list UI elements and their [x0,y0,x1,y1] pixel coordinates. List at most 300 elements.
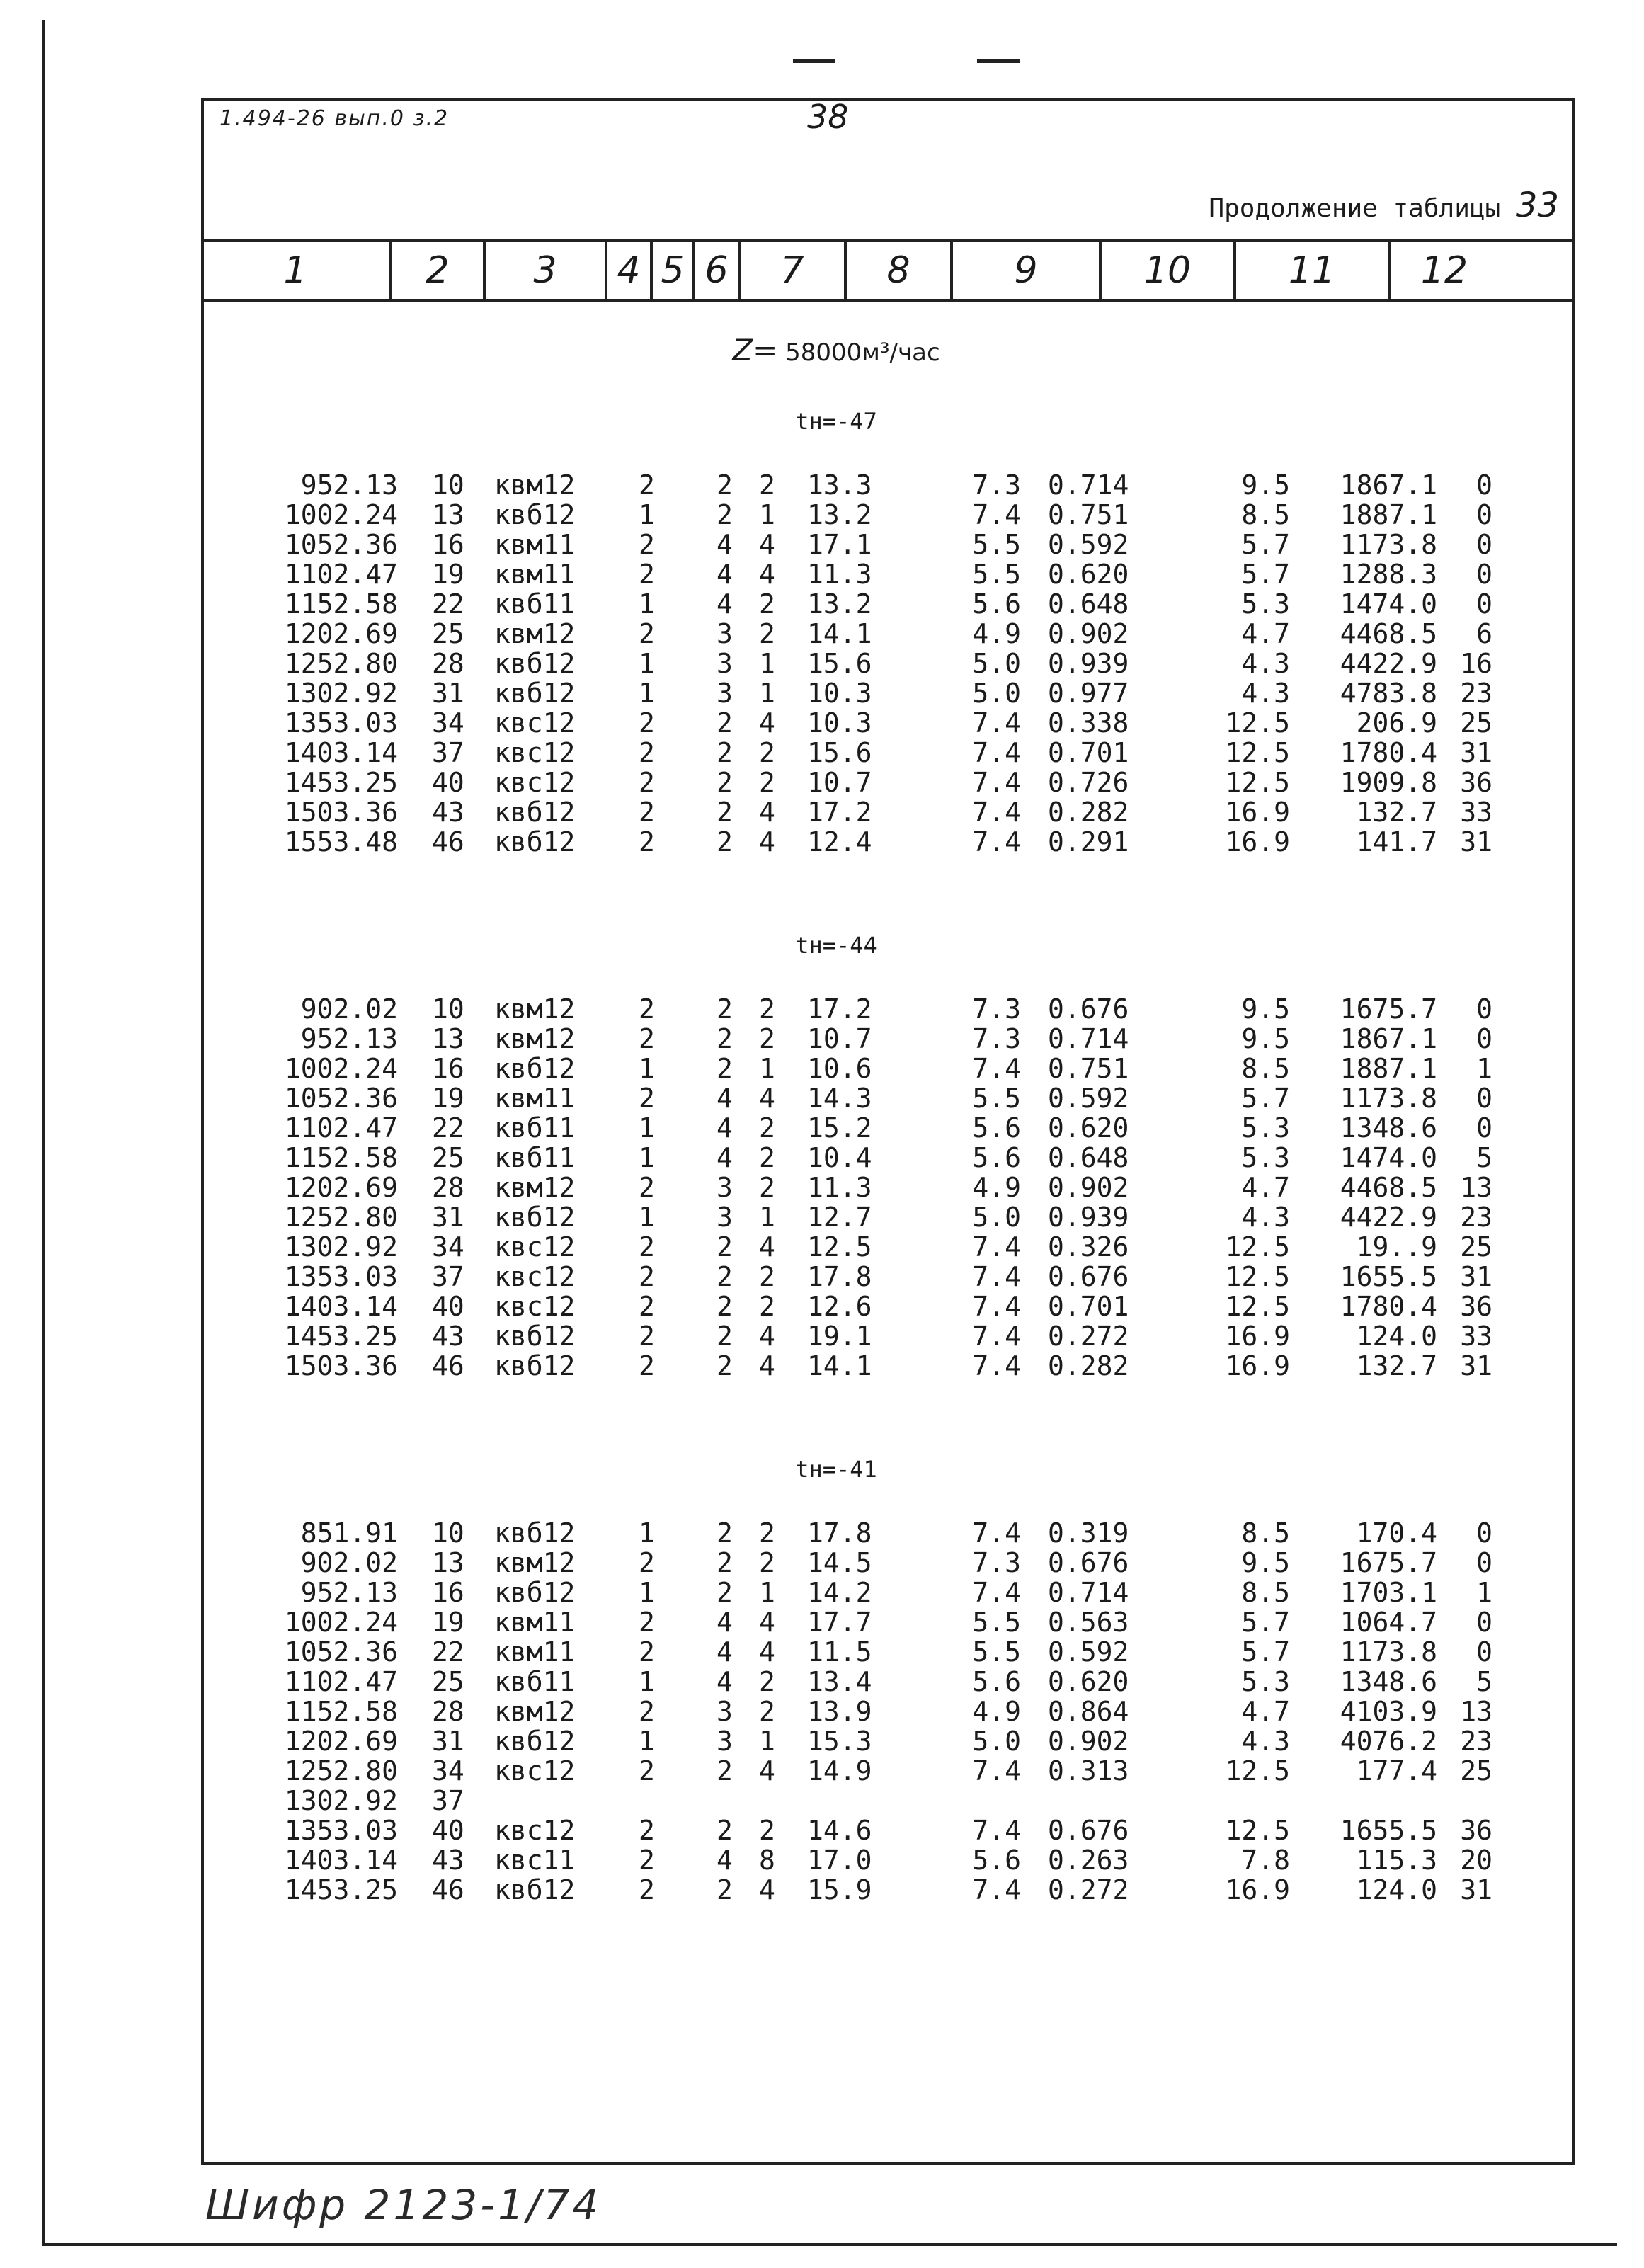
table-cell: квс12 [494,1755,576,1787]
table-row [0,1816,1644,1845]
table-cell: 2 [759,767,775,798]
table-cell: 1348.6 [1340,1666,1437,1697]
table-cell: квб12 [494,1202,576,1233]
table-cell: 4 [759,797,775,828]
table-cell: квб12 [494,826,576,857]
table-cell: 1052.36 [284,1636,398,1668]
table-cell: 5.7 [1241,1083,1290,1114]
table-cell: 952.13 [300,1577,398,1608]
continuation-label: Продолжение таблицы [1209,194,1501,223]
table-cell: 5.0 [972,1726,1021,1757]
table-cell: 10.3 [807,707,872,739]
table-cell: 13.4 [807,1666,872,1697]
table-cell: 1 [1476,1577,1492,1608]
table-cell: 4.3 [1241,1726,1290,1757]
table-cell: 0.313 [1048,1755,1129,1787]
table-cell: 1703.1 [1340,1577,1437,1608]
table-row [0,1637,1644,1667]
table-cell: 15.6 [807,737,872,768]
table-cell: 1102.47 [284,1112,398,1144]
table-cell: 12.5 [1225,1815,1290,1846]
table-cell: 0.282 [1048,797,1129,828]
table-cell: 1 [639,1202,655,1233]
table-cell: 2 [717,1291,733,1322]
table-cell: 25 [432,618,464,649]
table-cell: 25 [432,1666,464,1697]
table-cell: 0.902 [1048,1726,1129,1757]
table-cell: 1002.24 [284,1607,398,1638]
table-cell: 7.4 [972,1261,1021,1292]
table-cell: 2 [639,993,655,1025]
table-caption [1209,186,1559,225]
table-cell: 2 [639,1261,655,1292]
table-cell: 2 [639,767,655,798]
table-cell: 19 [432,1607,464,1638]
table-cell: 13.2 [807,499,872,530]
table-cell: 12.5 [1225,707,1290,739]
table-cell: 0.592 [1048,1083,1129,1114]
table-cell: 5.6 [972,1142,1021,1173]
table-cell: 2 [717,1517,733,1549]
table-row [0,678,1644,708]
table-cell: 2 [759,1112,775,1144]
table-cell: 12.5 [1225,1231,1290,1263]
table-cell: 8.5 [1241,1577,1290,1608]
table-cell: 2 [639,1291,655,1322]
table-cell: 1453.25 [284,1874,398,1905]
table-cell: 36 [1460,767,1492,798]
table-cell: 1302.92 [284,678,398,709]
table-cell: 1 [759,678,775,709]
table-cell: 0.620 [1048,559,1129,590]
table-cell: 5.6 [972,1845,1021,1876]
table-cell: квб11 [494,1142,576,1173]
table-cell: 0.676 [1048,1547,1129,1578]
table-cell: 1867.1 [1340,469,1437,501]
table-cell: 43 [432,1845,464,1876]
table-cell: квс12 [494,1261,576,1292]
table-cell: 1002.24 [284,499,398,530]
table-cell: 1064.7 [1340,1607,1437,1638]
column-number-header [201,239,1575,302]
table-cell: 13.9 [807,1696,872,1727]
table-cell: 17.2 [807,797,872,828]
table-cell: 0.272 [1048,1874,1129,1905]
table-cell: 4 [717,1083,733,1114]
table-cell: квм11 [494,529,576,560]
table-cell: 10 [432,1517,464,1549]
table-cell: 16 [432,529,464,560]
flow-rate-heading [0,333,1644,367]
table-cell: 4 [759,1607,775,1638]
table-cell: 2 [639,826,655,857]
table-cell: квб12 [494,678,576,709]
table-cell: 25 [1460,1231,1492,1263]
table-cell: 0 [1476,1607,1492,1638]
table-cell: 5.5 [972,1636,1021,1668]
table-cell: 2 [717,767,733,798]
table-cell: 10.7 [807,767,872,798]
table-cell: квб12 [494,1053,576,1084]
table-cell: 0.902 [1048,1172,1129,1203]
table-row [0,1697,1644,1726]
table-cell: 7.3 [972,993,1021,1025]
table-cell: 14.6 [807,1815,872,1846]
table-cell: 7.4 [972,1755,1021,1787]
table-cell: 7.4 [972,737,1021,768]
table-cell: квм11 [494,1636,576,1668]
table-cell: 1474.0 [1340,588,1437,620]
table-cell: 1152.58 [284,1142,398,1173]
table-cell: 13 [1460,1696,1492,1727]
table-row [0,649,1644,678]
table-cell: квс12 [494,767,576,798]
table-cell: 2 [717,1321,733,1352]
table-row [0,619,1644,649]
table-cell: 10.3 [807,678,872,709]
table-cell: 2 [759,1291,775,1322]
table-cell: 15.2 [807,1112,872,1144]
table-cell: 2 [639,1023,655,1054]
table-cell: 2 [759,618,775,649]
table-cell: 4468.5 [1340,618,1437,649]
table-cell: 1909.8 [1340,767,1437,798]
table-row [0,589,1644,619]
table-cell: 1 [639,1517,655,1549]
table-row [0,1292,1644,1321]
table-cell: 5.7 [1241,1607,1290,1638]
table-cell: 0.751 [1048,1053,1129,1084]
table-cell: 0.726 [1048,767,1129,798]
table-cell: 1887.1 [1340,499,1437,530]
table-cell: 0.620 [1048,1666,1129,1697]
table-cell: 31 [1460,1261,1492,1292]
table-cell: 1 [639,1726,655,1757]
column-number: 7 [741,242,847,299]
table-cell: 12.6 [807,1291,872,1322]
table-cell: 15.9 [807,1874,872,1905]
table-cell: 4 [717,1142,733,1173]
table-cell: 2 [759,1815,775,1846]
table-cell: 0 [1476,588,1492,620]
flow-symbol: Z= [732,333,778,367]
table-cell: 952.13 [300,1023,398,1054]
table-cell: 12.5 [1225,1261,1290,1292]
table-number: 33 [1515,186,1559,225]
table-cell: квб12 [494,499,576,530]
table-cell: 1 [639,588,655,620]
table-cell: 0.326 [1048,1231,1129,1263]
table-cell: 37 [432,1261,464,1292]
table-cell: 1 [639,1577,655,1608]
table-cell: 7.4 [972,1321,1021,1352]
table-cell: 2 [717,797,733,828]
table-cell: 28 [432,1172,464,1203]
column-number: 8 [847,242,953,299]
table-cell: 15.6 [807,648,872,679]
table-cell: 3 [717,1172,733,1203]
table-cell: 902.02 [300,1547,398,1578]
table-cell: 2 [639,618,655,649]
table-cell: 1655.5 [1340,1261,1437,1292]
section-title: tн=-47 [795,408,877,435]
table-cell: 0.714 [1048,1023,1129,1054]
table-cell: 1302.92 [284,1785,398,1816]
table-cell: 12.5 [1225,1291,1290,1322]
table-cell: 5 [1476,1666,1492,1697]
table-cell: 2 [717,737,733,768]
table-cell: 36 [1460,1815,1492,1846]
table-cell: 1474.0 [1340,1142,1437,1173]
table-cell: 0.563 [1048,1607,1129,1638]
table-cell: 5.6 [972,588,1021,620]
section-title: tн=-44 [795,932,877,959]
table-cell: 5.7 [1241,529,1290,560]
table-cell: 1675.7 [1340,993,1437,1025]
table-cell: 12.5 [1225,737,1290,768]
table-cell: 23 [1460,1726,1492,1757]
table-cell: 2 [759,1517,775,1549]
table-cell: 1252.80 [284,1202,398,1233]
table-cell: квм12 [494,993,576,1025]
table-cell: 9.5 [1241,1547,1290,1578]
table-cell: 17.2 [807,993,872,1025]
table-cell: 31 [1460,1874,1492,1905]
table-cell: 177.4 [1356,1755,1437,1787]
table-cell: 0 [1476,559,1492,590]
table-cell: 4103.9 [1340,1696,1437,1727]
table-cell: 7.3 [972,1547,1021,1578]
table-cell: 12.5 [807,1231,872,1263]
table-cell: 5.7 [1241,559,1290,590]
table-cell: 9.5 [1241,1023,1290,1054]
table-cell: 34 [432,1755,464,1787]
table-cell: 14.9 [807,1755,872,1787]
table-cell: 1252.80 [284,648,398,679]
table-cell: 1780.4 [1340,1291,1437,1322]
table-row [0,1202,1644,1232]
table-cell: 851.91 [300,1517,398,1549]
table-cell: 17.8 [807,1261,872,1292]
top-dash [977,59,1020,63]
table-cell: 1302.92 [284,1231,398,1263]
table-cell: 31 [432,678,464,709]
table-cell: 7.4 [972,1053,1021,1084]
table-row [0,1173,1644,1202]
table-cell: 19 [432,559,464,590]
table-cell: 4 [717,1845,733,1876]
table-cell: 1 [639,499,655,530]
column-number: 5 [653,242,695,299]
table-cell: 1202.69 [284,1172,398,1203]
table-cell: 4 [717,588,733,620]
table-cell: 1453.25 [284,1321,398,1352]
table-cell: 7.4 [972,1874,1021,1905]
table-cell: квс12 [494,737,576,768]
table-cell: квб11 [494,588,576,620]
table-cell: 5.5 [972,559,1021,590]
table-cell: 14.3 [807,1083,872,1114]
table-cell: 1 [759,1577,775,1608]
table-cell: 8.5 [1241,1053,1290,1084]
table-cell: 1152.58 [284,588,398,620]
table-cell: 1675.7 [1340,1547,1437,1578]
table-cell: 0.902 [1048,618,1129,649]
table-cell: 0 [1476,1517,1492,1549]
table-row [0,797,1644,827]
table-cell: 1102.47 [284,559,398,590]
table-cell: 23 [1460,1202,1492,1233]
table-cell: 2 [717,826,733,857]
table-cell: 4 [759,529,775,560]
table-cell: 141.7 [1356,826,1437,857]
table-cell: 31 [432,1726,464,1757]
table-cell: 1867.1 [1340,1023,1437,1054]
column-number: 4 [607,242,653,299]
table-row [0,1667,1644,1697]
table-cell: 3 [717,1726,733,1757]
table-cell: 5 [1476,1142,1492,1173]
table-cell: 0 [1476,1023,1492,1054]
table-cell: 7.4 [972,707,1021,739]
column-number: 3 [486,242,607,299]
table-cell: 2 [759,588,775,620]
table-cell: 0.620 [1048,1112,1129,1144]
table-cell: 46 [432,826,464,857]
document-code: 1.494-26 вып.0 з.2 [219,106,450,131]
table-row [0,1054,1644,1083]
table-cell: 37 [432,737,464,768]
table-cell: 12.4 [807,826,872,857]
table-cell: 2 [639,559,655,590]
table-cell: 0 [1476,1112,1492,1144]
table-cell: квб11 [494,1666,576,1697]
table-cell: 2 [639,1607,655,1638]
table-cell: 1102.47 [284,1666,398,1697]
table-cell: 25 [432,1142,464,1173]
table-cell: 1553.48 [284,826,398,857]
table-cell: квм11 [494,1607,576,1638]
table-cell: 2 [639,797,655,828]
table-cell: 19..9 [1356,1231,1437,1263]
table-row [0,1232,1644,1262]
table-cell: 0.939 [1048,1202,1129,1233]
table-cell: 1 [759,1726,775,1757]
table-cell: 25 [1460,1755,1492,1787]
table-cell: 1403.14 [284,737,398,768]
table-cell: 1453.25 [284,767,398,798]
table-cell: 31 [432,1202,464,1233]
column-number: 12 [1420,249,1468,292]
table-cell: 4 [717,1636,733,1668]
table-cell: 1252.80 [284,1755,398,1787]
table-cell: квм12 [494,1172,576,1203]
table-cell: 2 [717,1815,733,1846]
table-cell: 12.7 [807,1202,872,1233]
table-cell: 4076.2 [1340,1726,1437,1757]
table-cell: 2 [639,1231,655,1263]
table-row [0,1113,1644,1143]
table-cell: 43 [432,1321,464,1352]
table-cell: 4 [717,1666,733,1697]
table-cell: 2 [717,1874,733,1905]
table-cell: квм11 [494,559,576,590]
table-cell: 22 [432,1636,464,1668]
table-cell: 115.3 [1356,1845,1437,1876]
table-cell: 206.9 [1356,707,1437,739]
table-cell: 12.5 [1225,767,1290,798]
table-cell: 4 [759,559,775,590]
table-cell: 1202.69 [284,1726,398,1757]
table-cell: 5.5 [972,1607,1021,1638]
column-number: 6 [695,242,741,299]
table-cell: 2 [717,993,733,1025]
table-cell: 0.319 [1048,1517,1129,1549]
table-cell: 1 [639,1053,655,1084]
table-cell: 0.701 [1048,1291,1129,1322]
table-cell: 0 [1476,1547,1492,1578]
table-cell: 4.9 [972,618,1021,649]
table-cell: 1353.03 [284,1261,398,1292]
table-cell: 2 [639,1083,655,1114]
table-cell: 0.648 [1048,1142,1129,1173]
table-cell: 2 [639,1696,655,1727]
table-cell: 2 [639,469,655,501]
table-cell: 8 [759,1845,775,1876]
table-cell: 5.0 [972,1202,1021,1233]
table-cell: 8.5 [1241,1517,1290,1549]
table-cell: 4 [759,707,775,739]
table-row [0,1024,1644,1054]
table-cell: 0 [1476,529,1492,560]
cipher-footer: Шифр 2123-1/74 [205,2181,602,2229]
top-dash [793,59,835,63]
table-row [0,768,1644,797]
table-cell: 0.272 [1048,1321,1129,1352]
table-cell: 2 [717,1547,733,1578]
table-cell: 11.3 [807,559,872,590]
table-cell: 124.0 [1356,1874,1437,1905]
table-cell: 4468.5 [1340,1172,1437,1203]
table-cell: 902.02 [300,993,398,1025]
table-cell: квб11 [494,1112,576,1144]
table-cell: 0 [1476,1636,1492,1668]
table-cell: 2 [759,469,775,501]
table-cell: 20 [1460,1845,1492,1876]
table-cell: квб12 [494,1517,576,1549]
table-cell: 40 [432,767,464,798]
table-cell: квм12 [494,618,576,649]
table-row [0,1262,1644,1292]
table-cell: 1 [639,648,655,679]
flow-value: 58000м³/час [785,338,940,367]
table-cell: 33 [1460,1321,1492,1352]
table-cell: 46 [432,1350,464,1381]
table-cell: 16.9 [1225,1350,1290,1381]
table-cell: 7.4 [972,499,1021,530]
table-cell: 1052.36 [284,529,398,560]
table-cell: 0 [1476,499,1492,530]
table-cell: 0.648 [1048,588,1129,620]
table-cell: 7.4 [972,767,1021,798]
table-cell: квс12 [494,707,576,739]
table-cell: 37 [432,1785,464,1816]
table-cell: 7.4 [972,1231,1021,1263]
table-cell: 36 [1460,1291,1492,1322]
table-cell: 4.9 [972,1696,1021,1727]
table-cell: 40 [432,1815,464,1846]
column-number: 9 [953,242,1102,299]
